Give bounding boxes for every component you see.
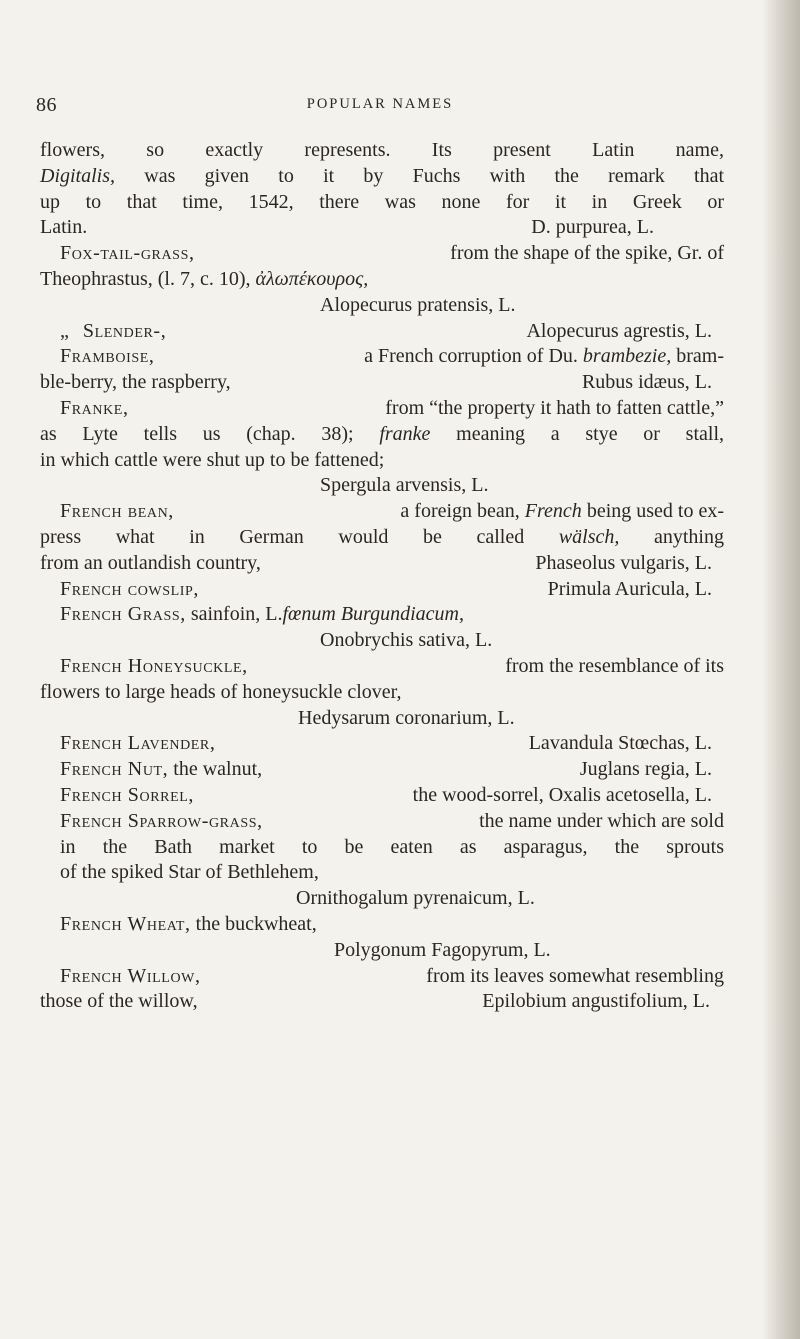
botanical-name: Hedysarum coronarium, L. [298, 706, 515, 729]
entry-headword: French Lavender, [60, 732, 216, 755]
entry-slender: „ Slender-, Alopecurus agrestis, L. [60, 319, 712, 342]
entry-french-grass: French Grass, sainfoin, L.fœnum Burgundiacum, [60, 603, 464, 626]
entry-headword: French bean, [60, 500, 174, 523]
text-line: press what in German would be called wälsch, anything [40, 525, 724, 548]
entry-headword: French Sparrow-grass, [60, 809, 263, 832]
text-line: those of the willow, Epilobium angustifolium, L. [40, 990, 710, 1013]
botanical-name: Polygonum Fagopyrum, L. [334, 938, 551, 961]
entry-headword: Fox-tail-grass, [60, 242, 195, 265]
botanical-name: Ornithogalum pyrenaicum, L. [296, 887, 535, 910]
text-line: Digitalis, was given to it by Fuchs with the remark that [40, 164, 725, 187]
page-header [0, 94, 760, 124]
entry-headword: French Wheat, [60, 912, 191, 935]
entry-headword: French cowslip, [60, 577, 200, 600]
text-line: in which cattle were shut up to be fattened; [40, 448, 385, 471]
botanical-name: Onobrychis sativa, L. [320, 629, 493, 652]
entry-headword: French Willow, [60, 964, 201, 987]
text-line: up to that time, 1542, there was none for it in Greek or [40, 190, 724, 213]
entry-french-willow: French Willow, from its leaves somewhat resembling [40, 964, 724, 990]
text-line: flowers, so exactly represents. Its present Latin name, [40, 139, 724, 161]
entry-french-bean: French bean, a foreign bean, French being used to ex- [40, 499, 724, 525]
text-line: flowers to large heads of honeysuckle clover, [40, 680, 402, 703]
entry-french-sorrel: French Sorrel, the wood-sorrel, Oxalis acetosella, L. [40, 783, 724, 809]
entry-headword: French Sorrel, [60, 783, 194, 806]
entry-french-sparrow-grass: French Sparrow-grass, the name under which are sold [40, 809, 724, 835]
text-line: ble-berry, the raspberry, Rubus idæus, L. [40, 371, 712, 394]
entry-french-nut: French Nut, the walnut, Juglans regia, L. [60, 758, 712, 781]
entry-headword: Franke, [60, 396, 129, 419]
entry-framboise: Framboise, a French corruption of Du. brambezie, bram- [40, 344, 724, 370]
entry-french-wheat: French Wheat, the buckwheat, [60, 912, 317, 935]
entry-headword: French Grass, [60, 603, 186, 626]
running-head: POPULAR NAMES [306, 96, 454, 112]
text-line: in the Bath market to be eaten as asparagus, the sprouts [60, 835, 724, 858]
entry-franke: Franke, from “the property it hath to fatten cattle,” [40, 396, 724, 422]
text-line: of the spiked Star of Bethlehem, [60, 861, 319, 884]
text-line: as Lyte tells us (chap. 38); franke meaning a stye or stall, [40, 422, 725, 445]
entry-headword: Framboise, [60, 345, 155, 368]
entry-headword: Slender-, [82, 319, 167, 342]
text-line: Theophrastus, (l. 7, c. 10), ἀλωπέκουρος, [40, 267, 369, 290]
page-number: 86 [36, 94, 57, 116]
entry-fox-tail-grass: Fox-tail-grass, from the shape of the spike, Gr. of [40, 241, 724, 267]
botanical-name: Alopecurus pratensis, L. [320, 293, 516, 316]
text-line: from an outlandish country, Phaseolus vulgaris, L. [40, 551, 712, 574]
botanical-name: Spergula arvensis, L. [320, 474, 489, 497]
entry-french-lavender: French Lavender, Lavandula Stœchas, L. [40, 731, 724, 757]
page-edge-shadow [762, 0, 800, 1339]
entry-headword: French Honeysuckle, [60, 654, 248, 677]
entry-french-honeysuckle: French Honeysuckle, from the resemblance of its [40, 654, 724, 680]
page-body [40, 138, 724, 1015]
entry-headword: French Nut, [60, 758, 169, 781]
entry-french-cowslip: French cowslip, Primula Auricula, L. [40, 577, 724, 603]
text-line: Latin. D. purpurea, L. [40, 216, 654, 239]
